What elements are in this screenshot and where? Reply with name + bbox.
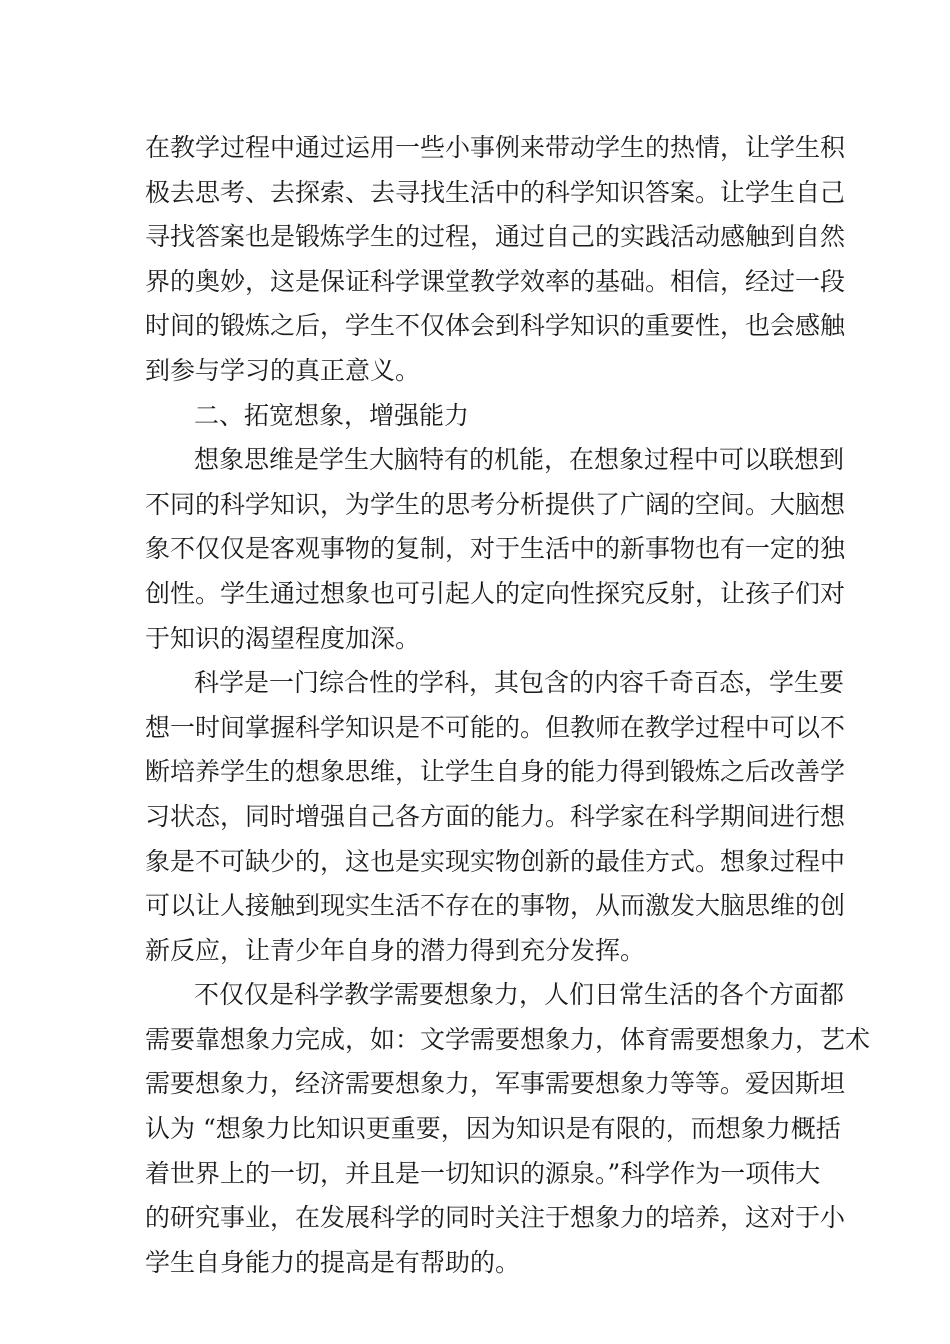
text-line: 到参与学习的真正意义。 [145, 355, 421, 385]
document-body [145, 126, 871, 1285]
text-line: 象不仅仅是客观事物的复制，对于生活中的新事物也有一定的独 [145, 534, 846, 564]
text-line: 时间的锻炼之后，学生不仅体会到科学知识的重要性，也会感触 [145, 311, 846, 341]
text-line: 在教学过程中通过运用一些小事例来带动学生的热情，让学生积 [145, 133, 846, 162]
text-line: 的研究事业，在发展科学的同时关注于想象力的培养，这对于小 [145, 1203, 846, 1233]
text-line: 可以让人接触到现实生活不存在的事物，从而激发大脑思维的创 [145, 891, 846, 921]
text-line: 需要想象力，经济需要想象力，军事需要想象力等等。爱因斯坦 [145, 1069, 846, 1099]
text-line: 科学是一门综合性的学科，其包含的内容千奇百态，学生要 [194, 668, 845, 698]
text-line: 需要靠想象力完成，如：文学需要想象力，体育需要想象力，艺术 [145, 1024, 871, 1054]
text-line: 象是不可缺少的，这也是实现实物创新的最佳方式。想象过程中 [145, 846, 846, 876]
text-line: 不同的科学知识，为学生的思考分析提供了广阔的空间。大脑想 [145, 489, 846, 519]
text-line: 极去思考、去探索、去寻找生活中的科学知识答案。让学生自己 [145, 177, 846, 207]
text-line: 想象思维是学生大脑特有的机能，在想象过程中可以联想到 [194, 445, 845, 475]
text-line: 想一时间掌握科学知识是不可能的。但教师在教学过程中可以不 [145, 712, 846, 742]
text-line: 着世界上的一切，并且是一切知识的源泉。”科学作为一项伟大 [145, 1158, 821, 1188]
text-line: 习状态，同时增强自己各方面的能力。科学家在科学期间进行想 [145, 801, 846, 831]
text-line: 不仅仅是科学教学需要想象力，人们日常生活的各个方面都 [194, 980, 845, 1010]
text-line: 界的奥妙，这是保证科学课堂教学效率的基础。相信，经过一段 [145, 266, 846, 296]
text-line: 寻找答案也是锻炼学生的过程，通过自己的实践活动感触到自然 [145, 222, 846, 252]
text-line: 认为 “想象力比知识更重要，因为知识是有限的，而想象力概括 [145, 1114, 841, 1144]
section-heading: 二、拓宽想象，增强能力 [194, 400, 470, 430]
text-line: 创性。学生通过想象也可引起人的定向性探究反射，让孩子们对 [145, 578, 846, 608]
text-line: 学生自身能力的提高是有帮助的。 [145, 1247, 521, 1277]
text-line: 新反应，让青少年自身的潜力得到充分发挥。 [145, 935, 646, 965]
text-line: 于知识的渴望程度加深。 [145, 623, 421, 653]
text-line: 断培养学生的想象思维，让学生自身的能力得到锻炼之后改善学 [145, 757, 846, 787]
